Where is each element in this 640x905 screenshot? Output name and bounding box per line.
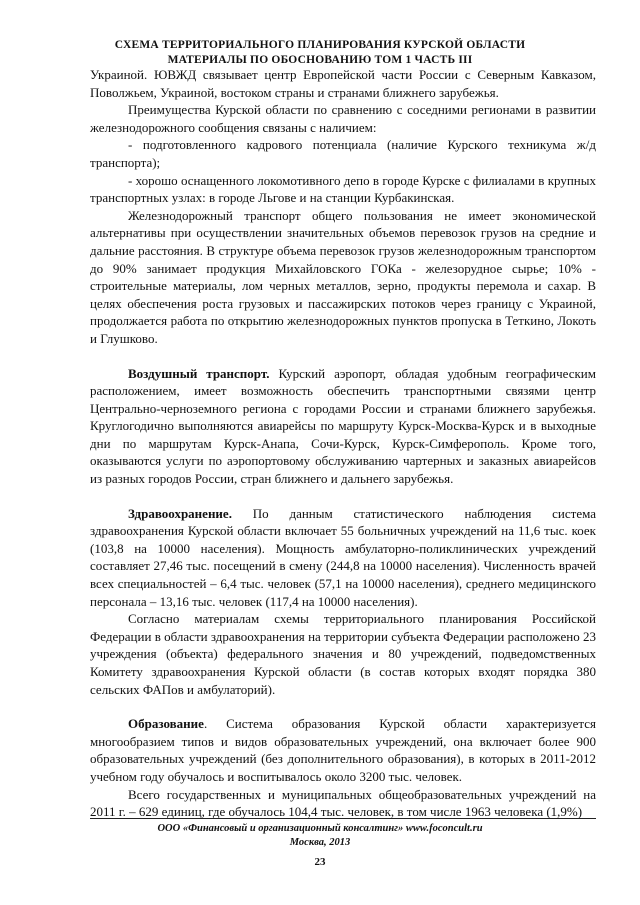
paragraph-text: . Система образования Курской области характеризуется многообразием типов и видов образовательных учреждений, она включает более 900 образовательных учреждений (без дополнительного образования), в которых в 2011-2012 учебном году обучалось и воспитывалось около 3200 тыс. человек. — [90, 716, 596, 784]
footer-divider — [90, 818, 596, 819]
page-number: 23 — [314, 856, 326, 868]
list-item: - подготовленного кадрового потенциала (наличие Курского техникума ж/д транспорта); — [90, 137, 596, 170]
paragraph-text: Курский аэропорт, обладая удобным географическим расположением, имеет возможность обеспечить транспортными связями центр Центрально-черноземного региона с городами России и странами ближнего зарубежья. Круглогодично выполняются авиарейсы по маршруту Курск-Москва-Курск и в выходные дни по маршрутам Курск-Анапа, Сочи-Курск, Курск-Симферополь. Кроме того, оказываются услуги по аэропортовому обслуживанию чартерных и заказных авиарейсов из разных городов России, стран ближнего и дальнего зарубежья. — [90, 365, 596, 487]
paragraph: Согласно материалам схемы территориального планирования Российской Федерации в области здравоохранения на территории субъекта Федерации расположено 23 учреждения (объекта) федерального значения и 80 учреждений, подведомственных Комитету здравоохранения Курской области (в состав которых входят порядка 380 сельских ФАПов и амбулаторий). — [90, 611, 596, 697]
section-heading-healthcare: Здравоохранение. — [128, 505, 232, 521]
footer-company: ООО «Финансовый и организационный консалтинг» www.foconcult.ru — [157, 823, 483, 834]
footer-city-year: Москва, 2013 — [289, 837, 351, 848]
paragraph — [90, 505, 596, 611]
paragraph-text: По данным статистического наблюдения система здравоохранения Курской области включает 55 больничных учреждений на 11,6 тыс. коек (103,8 на 10000 населения). Мощность амбулаторно-поликлинических учреждений составляет 27,46 тыс. посещений в смену (244,8 на 10000 населения). Численность врачей всех специальностей – 6,4 тыс. человек (57,1 на 10000 населения), среднего медицинского персонала – 13,16 тыс. человек (117,4 на 10000 населения). — [90, 505, 596, 609]
section-heading-education: Образование — [128, 716, 204, 732]
paragraph: Железнодорожный транспорт общего пользования не имеет экономической альтернативы при осуществлении значительных объемов перевозок грузов на средние и дальние расстояния. В структуре объема перевозок грузов железнодорожным транспортом до 90% занимает продукция Михайловского ГОКа - железорудное сырье; 10% - строительные материалы, лом черных металлов, зерно, продукты перемола и сахар. В целях обеспечения роста грузовых и пассажирских потоков через границу с Украиной, продолжается работа по открытию железнодорожных пунктов пропуска в Теткино, Локоть и Глушково. — [90, 207, 596, 346]
paragraph — [90, 715, 596, 785]
document-footer — [0, 822, 640, 850]
paragraph: Украиной. ЮВЖД связывает центр Европейской части России с Северным Кавказом, Поволжьем, Украиной, востоком страны и странами ближнего зарубежья. — [90, 67, 596, 100]
paragraph: Преимущества Курской области по сравнению с соседними регионами в развитии железнодорожного сообщения связаны с наличием: — [90, 102, 596, 135]
paragraph — [90, 365, 596, 488]
header-subtitle: МАТЕРИАЛЫ ПО ОБОСНОВАНИЮ ТОМ 1 ЧАСТЬ III — [167, 54, 473, 66]
header-title: СХЕМА ТЕРРИТОРИАЛЬНОГО ПЛАНИРОВАНИЯ КУРСКОЙ ОБЛАСТИ — [114, 39, 526, 51]
section-heading-air-transport: Воздушный транспорт. — [128, 365, 270, 381]
document-header — [0, 38, 640, 68]
paragraph: Всего государственных и муниципальных общеобразовательных учреждений на 2011 г. – 629 единиц, где обучалось 104,4 тыс. человек, в том числе 1963 человека (1,9%) — [90, 786, 596, 820]
document-body — [90, 66, 596, 821]
list-item: - хорошо оснащенного локомотивного депо в городе Курске с филиалами в крупных транспортных узлах: в городе Льгове и на станции Курбакинская. — [90, 172, 596, 206]
